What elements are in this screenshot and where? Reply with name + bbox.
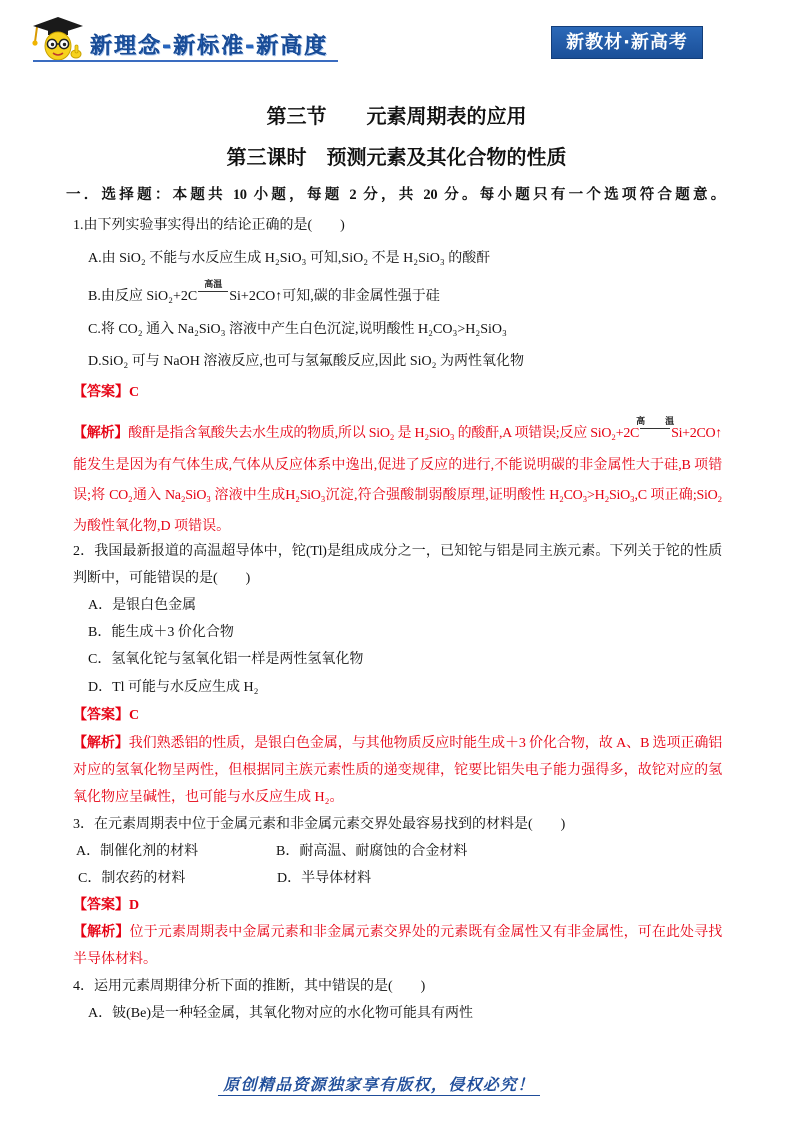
analysis-label: 【解析】	[73, 925, 130, 940]
question-1-analysis-line-3: 误;将 CO₂通入 Na₂SiO₃ 溶液中生成H₂SiO₃沉淀,符合强酸制弱酸原理,证明酸性 H₂CO₃>H₂SiO₃,C 项正确;SiO₂	[73, 488, 722, 503]
section-title: 第三节 元素周期表的应用	[266, 106, 527, 128]
analysis-text-after: Si+2CO↑	[671, 426, 722, 441]
question-4-option-a: A．铍(Be)是一种轻金属，其氧化物对应的水化物可能具有两性	[88, 1006, 473, 1021]
copyright-notice: 原创精品资源独家享有版权，侵权必究！	[218, 1075, 540, 1096]
option-b-text-after: Si+2CO↑可知,碳的非金属性强于硅	[229, 289, 440, 304]
question-3-analysis-line-2: 半导体材料。	[73, 952, 157, 967]
question-2-stem-line-1: 2．我国最新报道的高温超导体中，铊(Tl)是组成成分之一，已知铊与铝是同主族元素。下列关于铊的性质	[73, 544, 722, 559]
reaction-condition-label: 高温	[204, 280, 223, 291]
question-2-answer: 【答案】C	[73, 708, 140, 723]
edition-badge: 新教材·新高考	[551, 26, 703, 59]
question-2-option-b: B．能生成＋3 价化合物	[88, 625, 234, 640]
header-divider	[33, 60, 338, 62]
question-4-stem: 4．运用元素周期律分析下面的推断，其中错误的是( )	[73, 979, 426, 994]
analysis-text-before: 酸酐是指含氧酸失去水生成的物质,所以 SiO₂ 是 H₂SiO₃ 的酸酐,A 项错误;反应 SiO₂+2C	[128, 426, 640, 441]
question-1-option-a: A.由 SiO₂ 不能与水反应生成 H₂SiO₃ 可知,SiO₂ 不是 H₂SiO₃ 的酸酐	[88, 251, 491, 266]
graduate-mascot-icon	[27, 15, 89, 63]
question-2-option-a: A．是银白色金属	[88, 598, 197, 613]
question-1-stem: 1.由下列实验事实得出的结论正确的是( )	[73, 218, 345, 233]
question-1-option-c: C.将 CO₂ 通入 Na₂SiO₃ 溶液中产生白色沉淀,说明酸性 H₂CO₃>H₂SiO₃	[88, 322, 507, 337]
question-3-stem: 3．在元素周期表中位于金属元素和非金属元素交界处最容易找到的材料是( )	[73, 817, 566, 832]
question-2-option-d: D．Tl 可能与水反应生成 H₂	[88, 680, 259, 695]
option-b-text-before: B.由反应 SiO₂+2C	[88, 289, 198, 304]
analysis-text: 我们熟悉铝的性质，是银白色金属，与其他物质反应时能生成＋3 价化合物，故 A、B 选项正确铝	[128, 736, 722, 751]
question-3-analysis-line-1	[73, 923, 722, 943]
question-3-option-a: A．制催化剂的材料	[76, 844, 199, 859]
question-1-analysis-line-2: 能发生是因为有气体生成,气体从反应体系中逸出,促进了反应的进行,不能说明碳的非金属性大于硅,B 项错	[73, 458, 722, 473]
question-1-option-d: D.SiO₂ 可与 NaOH 溶液反应,也可与氢氟酸反应,因此 SiO₂ 为两性氧化物	[88, 354, 524, 369]
question-2-stem-line-2: 判断中，可能错误的是( )	[73, 571, 251, 586]
reaction-condition	[636, 417, 675, 429]
question-2-option-c: C．氢氧化铊与氢氧化铝一样是两性氢氧化物	[88, 652, 364, 667]
question-3-answer: 【答案】D	[73, 898, 140, 913]
question-1-answer: 【答案】C	[73, 385, 140, 400]
analysis-label: 【解析】	[73, 426, 129, 441]
question-2-analysis-line-2: 对应的氢氧化物呈两性，但根据同主族元素性质的递变规律，铊要比铝失电子能力强得多，故铊对应的氢	[73, 763, 722, 778]
section-instructions: 一．选择题：本题共 10 小题，每题 2 分，共 20 分。每小题只有一个选项符合题意。	[66, 187, 725, 203]
question-2-analysis-line-3: 氧化物应呈碱性，也可能与水反应生成 H₂。	[73, 790, 344, 805]
question-3-option-c: C．制农药的材料	[78, 871, 186, 886]
analysis-text: 位于元素周期表中金属元素和非金属元素交界处的元素既有金属性又有非金属性，可在此处寻找	[129, 925, 722, 940]
question-1-option-b	[88, 280, 440, 307]
reaction-condition	[198, 280, 228, 292]
question-1-analysis-line-4: 为酸性氧化物,D 项错误。	[73, 519, 231, 534]
analysis-label: 【解析】	[73, 736, 129, 751]
question-2-analysis-line-1	[73, 734, 722, 754]
reaction-condition-label: 高温	[636, 417, 675, 428]
question-1-analysis-line-1	[73, 417, 722, 444]
question-3-option-d: D．半导体材料	[277, 871, 372, 886]
question-3-option-b: B．耐高温、耐腐蚀的合金材料	[276, 844, 468, 859]
lesson-title: 第三课时 预测元素及其化合物的性质	[226, 147, 567, 169]
brand-slogan: 新理念-新标准-新高度	[90, 34, 329, 59]
